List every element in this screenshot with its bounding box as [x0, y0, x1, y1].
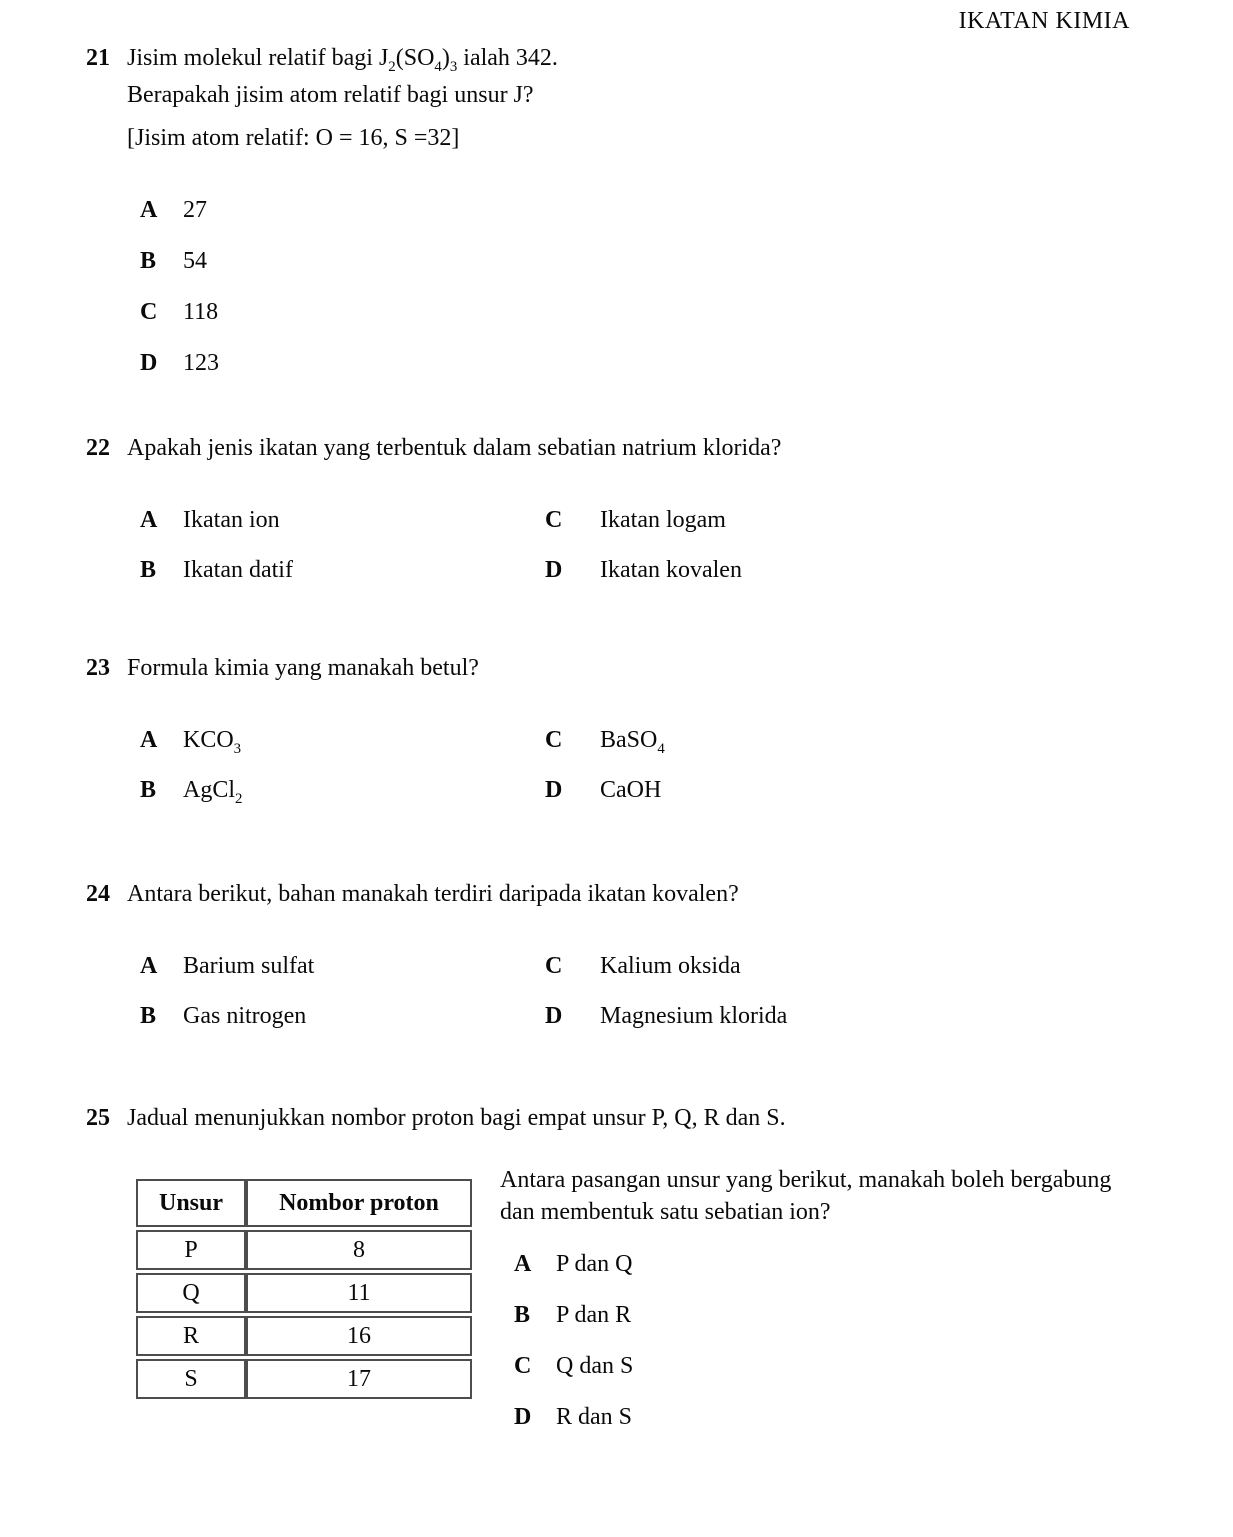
question-23-stem [86, 650, 1193, 687]
table-row [136, 1273, 472, 1313]
table-cell-proton: 16 [246, 1316, 472, 1356]
option-letter: B [140, 248, 157, 274]
option-letter: B [514, 1302, 531, 1328]
option-letter: C [545, 953, 563, 979]
question-21-text [127, 40, 1193, 114]
question-21-line1: Jisim molekul relatif bagi $J_2(SO_4)_3$ ialah 342. [127, 45, 558, 75]
option-text: R dan S [556, 1404, 633, 1430]
table-row [136, 1230, 472, 1270]
question-25-options [500, 1250, 1120, 1432]
option-text: 54 [183, 248, 207, 274]
option-letter: A [514, 1251, 532, 1277]
option-letter: D [545, 1003, 563, 1029]
question-22-number: 22 [86, 435, 110, 461]
option-letter: C [545, 727, 563, 753]
table-header-nombor-proton: Nombor proton [246, 1179, 472, 1227]
question-22-options [140, 506, 1193, 585]
question-22-stem [86, 430, 1193, 467]
option-text: Kalium oksida [600, 953, 741, 979]
question-21-options [140, 196, 1193, 378]
option-text: Ikatan kovalen [600, 557, 742, 583]
option-row [140, 349, 1193, 378]
question-23-options [140, 726, 1193, 805]
option-text: Gas nitrogen [183, 1003, 307, 1029]
table-header-row [136, 1179, 472, 1227]
option-text: Q dan S [556, 1353, 634, 1379]
question-22 [86, 430, 1193, 585]
option-row [514, 1250, 1120, 1279]
option-row [514, 1301, 1120, 1330]
option-row [514, 1403, 1120, 1432]
question-24-stem [86, 876, 1193, 913]
option-formula: AgCl$_2$ [183, 777, 243, 807]
option-text: Ikatan datif [183, 557, 293, 583]
table-cell-element: S [136, 1359, 246, 1399]
question-23-text: Formula kimia yang manakah betul? [127, 655, 479, 681]
option-text: P dan Q [556, 1251, 633, 1277]
proton-table [136, 1176, 472, 1402]
question-25-number: 25 [86, 1105, 110, 1131]
question-25 [86, 1100, 1193, 1432]
table-cell-proton: 11 [246, 1273, 472, 1313]
question-21-line2: Berapakah jisim atom relatif bagi unsur J? [127, 82, 534, 108]
option-formula: BaSO$_4$ [600, 727, 665, 757]
option-letter: A [140, 507, 158, 533]
option-row [140, 196, 1193, 225]
option-text: 118 [183, 299, 219, 325]
question-24 [86, 876, 1193, 1031]
question-25-right-column [500, 1164, 1120, 1432]
option-text: Magnesium klorida [600, 1003, 788, 1029]
option-text: 27 [183, 197, 207, 223]
option-letter: D [140, 350, 158, 376]
table-row [136, 1316, 472, 1356]
table-cell-element: R [136, 1316, 246, 1356]
option-letter: A [140, 727, 158, 753]
question-24-options [140, 952, 1193, 1031]
option-letter: C [545, 507, 563, 533]
option-formula: CaOH [600, 777, 662, 803]
question-24-number: 24 [86, 881, 110, 907]
option-text: P dan R [556, 1302, 632, 1328]
question-21-note: [Jisim atom relatif: O = 16, S =32] [127, 125, 460, 151]
question-21-stem [86, 40, 1193, 114]
option-letter: B [140, 777, 157, 803]
option-letter: A [140, 197, 158, 223]
question-25-content [86, 1164, 1193, 1432]
option-letter: B [140, 557, 157, 583]
option-formula: $KCO_3$ [183, 727, 242, 757]
question-25-stem [86, 1100, 1193, 1137]
option-letter: D [514, 1404, 532, 1430]
option-row [514, 1352, 1120, 1381]
question-21-number: 21 [86, 45, 110, 71]
question-24-text: Antara berikut, bahan manakah terdiri daripada ikatan kovalen? [127, 881, 739, 907]
option-letter: A [140, 953, 158, 979]
option-text: Ikatan logam [600, 507, 726, 533]
proton-table-wrap [136, 1176, 472, 1432]
option-text: Ikatan ion [183, 507, 280, 533]
question-25-text: Jadual menunjukkan nombor proton bagi empat unsur P, Q, R dan S. [127, 1105, 786, 1131]
option-row [140, 298, 1193, 327]
option-text: Barium sulfat [183, 953, 315, 979]
table-row [136, 1359, 472, 1399]
option-letter: B [140, 1003, 157, 1029]
question-23 [86, 650, 1193, 805]
option-letter: C [140, 299, 158, 325]
page-title: IKATAN KIMIA [958, 8, 1130, 34]
option-letter: D [545, 557, 563, 583]
option-text: 123 [183, 350, 219, 376]
question-21 [86, 40, 1193, 400]
table-header-unsur: Unsur [136, 1179, 246, 1227]
table-cell-element: Q [136, 1273, 246, 1313]
option-row [140, 247, 1193, 276]
table-cell-proton: 8 [246, 1230, 472, 1270]
table-cell-proton: 17 [246, 1359, 472, 1399]
option-letter: D [545, 777, 563, 803]
option-letter: C [514, 1353, 532, 1379]
question-23-number: 23 [86, 655, 110, 681]
question-22-text: Apakah jenis ikatan yang terbentuk dalam sebatian natrium klorida? [127, 435, 782, 461]
question-25-prompt: Antara pasangan unsur yang berikut, manakah boleh bergabung dan membentuk satu sebatian ion? [500, 1167, 1112, 1225]
table-cell-element: P [136, 1230, 246, 1270]
